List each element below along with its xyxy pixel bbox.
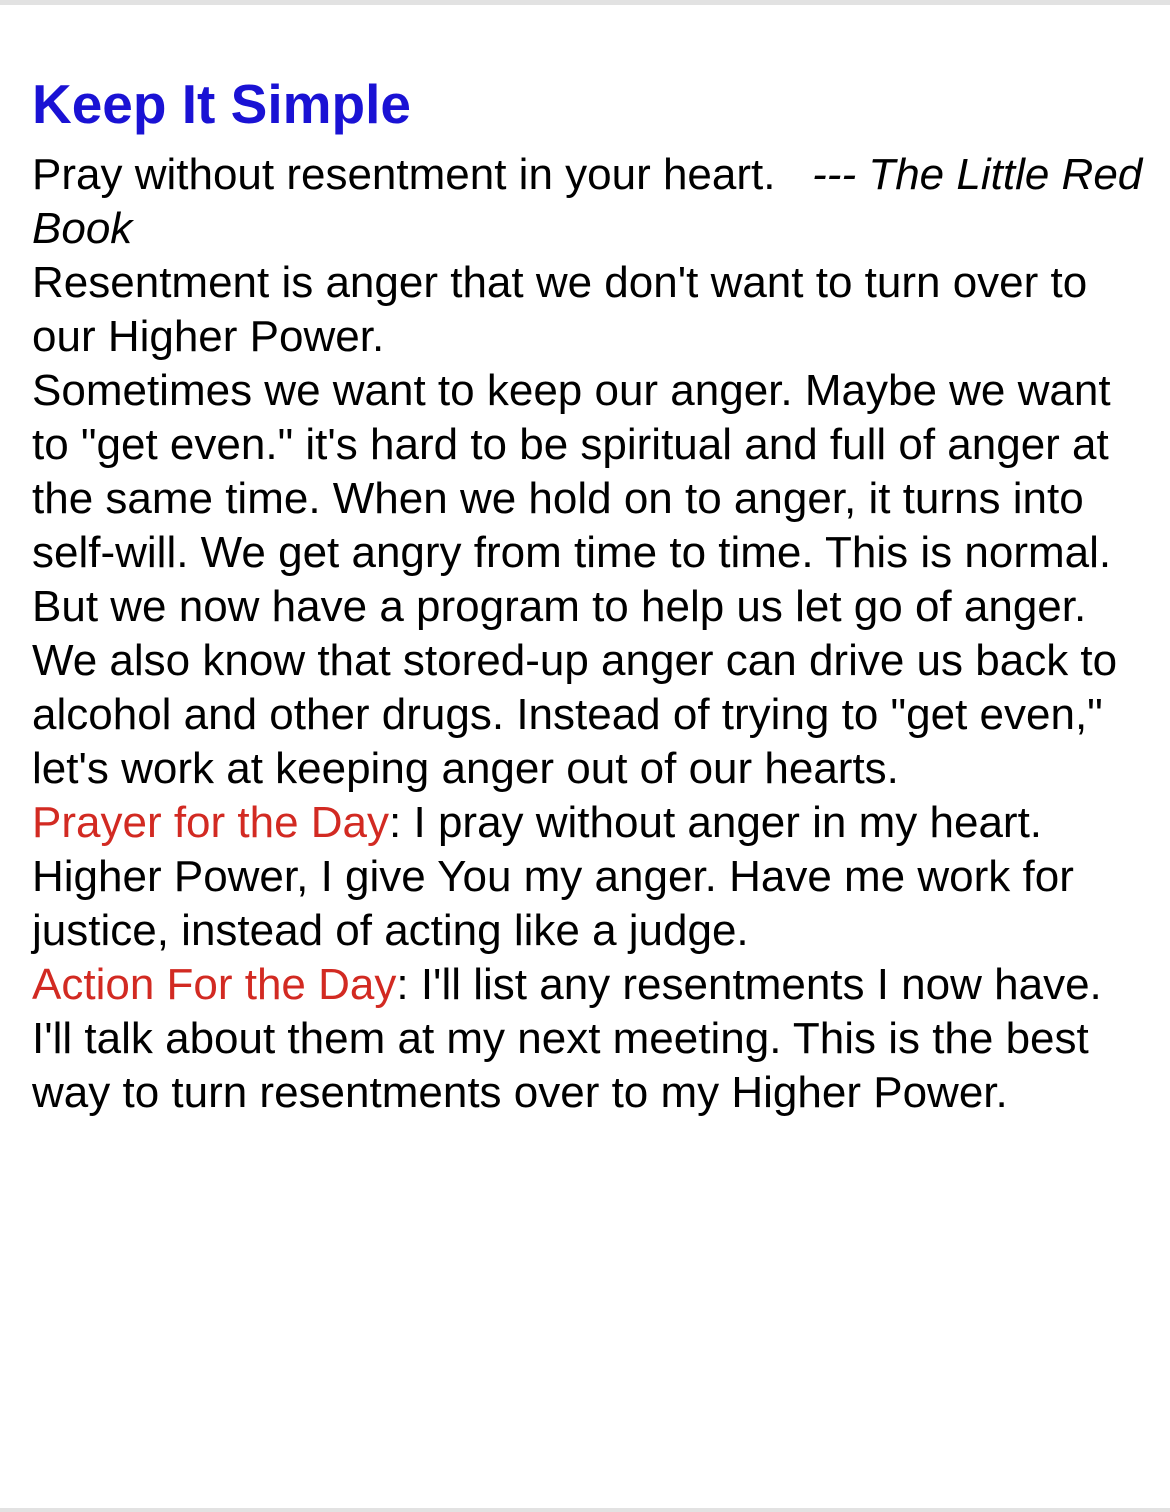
- reflection: [32, 256, 1144, 796]
- quote: [32, 148, 1144, 256]
- reflection-paragraph-2: Sometimes we want to keep our anger. Maybe we want to "get even." it's hard to be spiritual and full of anger at the same time. When we hold on to anger, it turns into self-will. We get angry from time to time. This is normal. But we now have a program to help us let go of anger. We also know that stored-up anger can drive us back to alcohol and other drugs. Instead of trying to "get even," let's work at keeping anger out of our hearts.: [32, 366, 1118, 793]
- reflection-paragraph-1: Resentment is anger that we don't want to turn over to our Higher Power.: [32, 258, 1088, 361]
- action-for-the-day: [32, 958, 1144, 1120]
- action-label: Action For the Day: [32, 960, 397, 1009]
- quote-gap: [775, 150, 812, 199]
- quote-source: --- The Little Red Book: [32, 150, 1143, 253]
- page-title: Keep It Simple: [32, 73, 411, 135]
- prayer-for-the-day: [32, 796, 1144, 958]
- top-divider: [0, 0, 1170, 5]
- quote-text: Pray without resentment in your heart.: [32, 150, 776, 199]
- prayer-separator: :: [389, 798, 402, 847]
- bottom-divider: [0, 1508, 1170, 1512]
- prayer-label: Prayer for the Day: [32, 798, 390, 847]
- action-text: I'll list any resentments I now have. I'll talk about them at my next meeting. This is the best way to turn resentments over to my Higher Power.: [32, 960, 1102, 1117]
- reading-content: [32, 60, 1144, 1120]
- prayer-text: I pray without anger in my heart. Higher Power, I give You my anger. Have me work for justice, instead of acting like a judge.: [32, 798, 1074, 955]
- action-separator: :: [396, 960, 409, 1009]
